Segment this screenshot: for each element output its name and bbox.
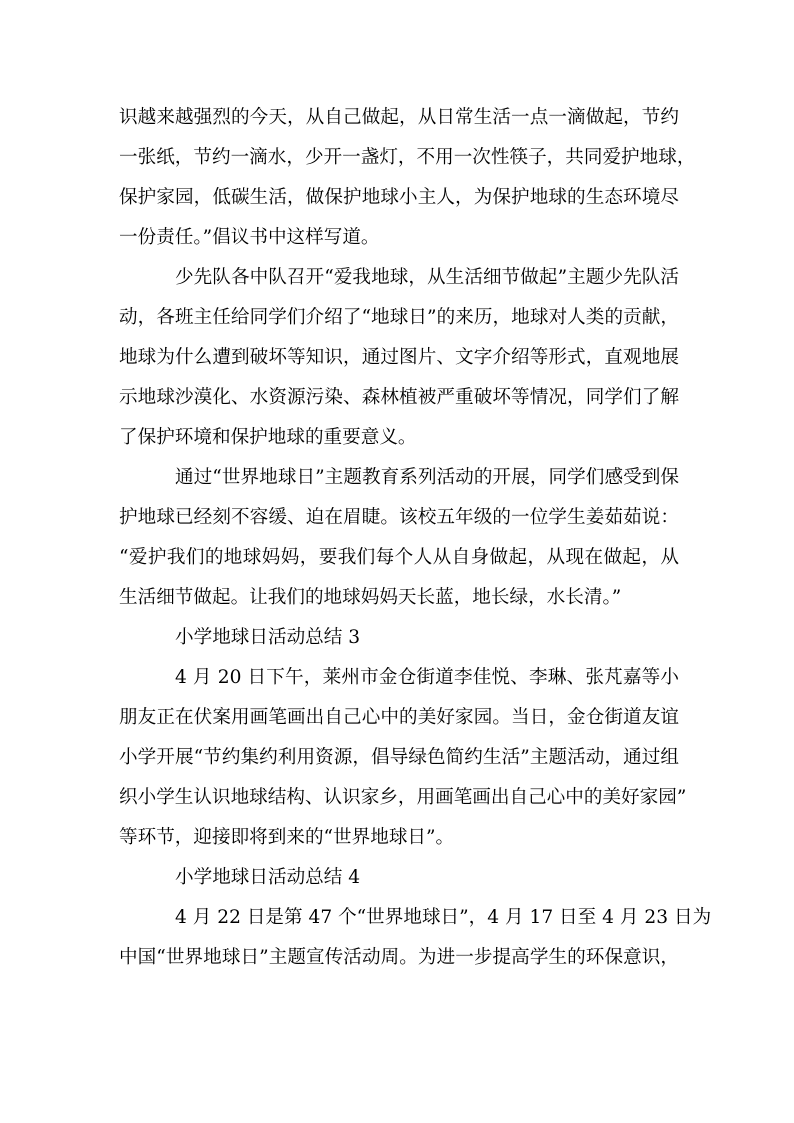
- paragraph-line: 4 月 20 日下午，莱州市金仓街道李佳悦、李琳、张芃嘉等小: [175, 667, 679, 688]
- paragraph-line: 小学开展“节约集约利用资源，倡导绿色简约生活”主题活动，通过组: [119, 747, 679, 768]
- paragraph-line: 朋友正在伏案用画笔画出自己心中的美好家园。当日，金仓街道友谊: [119, 707, 679, 728]
- paragraph-line: 织小学生认识地球结构、认识家乡，用画笔画出自己心中的美好家园”: [119, 787, 687, 808]
- paragraph-line: 少先队各中队召开“爱我地球，从生活细节做起”主题少先队活: [175, 267, 679, 288]
- paragraph-line: 保护家园，低碳生活，做保护地球小主人，为保护地球的生态环境尽: [119, 187, 679, 208]
- section-heading: 小学地球日活动总结 3: [175, 627, 361, 648]
- paragraph-line: 一份责任。”倡议书中这样写道。: [119, 227, 380, 248]
- paragraph-line: 动，各班主任给同学们介绍了“地球日”的来历，地球对人类的贡献，: [119, 307, 679, 328]
- paragraph-line: 等环节，迎接即将到来的“世界地球日”。: [119, 827, 455, 848]
- paragraph-line: 地球为什么遭到破坏等知识，通过图片、文字介绍等形式，直观地展: [119, 347, 679, 368]
- paragraph-line: 生活细节做起。让我们的地球妈妈天长蓝，地长绿，水长清。”: [119, 587, 622, 608]
- paragraph-line: 中国“世界地球日”主题宣传活动周。为进一步提高学生的环保意识，: [119, 947, 679, 968]
- paragraph-line: 一张纸，节约一滴水，少开一盏灯，不用一次性筷子，共同爱护地球，: [119, 147, 696, 168]
- paragraph-line: 护地球已经刻不容缓、迫在眉睫。该校五年级的一位学生姜茹茹说：: [119, 507, 679, 528]
- section-heading: 小学地球日活动总结 4: [175, 867, 361, 888]
- paragraph-line: 了保护环境和保护地球的重要意义。: [119, 427, 417, 448]
- paragraph-line: 示地球沙漠化、水资源污染、森林植被严重破坏等情况，同学们了解: [119, 387, 679, 408]
- paragraph-line: 识越来越强烈的今天，从自己做起，从日常生活一点一滴做起，节约: [119, 107, 679, 128]
- paragraph-line: 通过“世界地球日”主题教育系列活动的开展，同学们感受到保: [175, 467, 679, 488]
- paragraph-line: “爱护我们的地球妈妈，要我们每个人从自身做起，从现在做起，从: [119, 547, 679, 568]
- paragraph-line: 4 月 22 日是第 47 个“世界地球日”，4 月 17 日至 4 月 23 日为: [175, 907, 712, 928]
